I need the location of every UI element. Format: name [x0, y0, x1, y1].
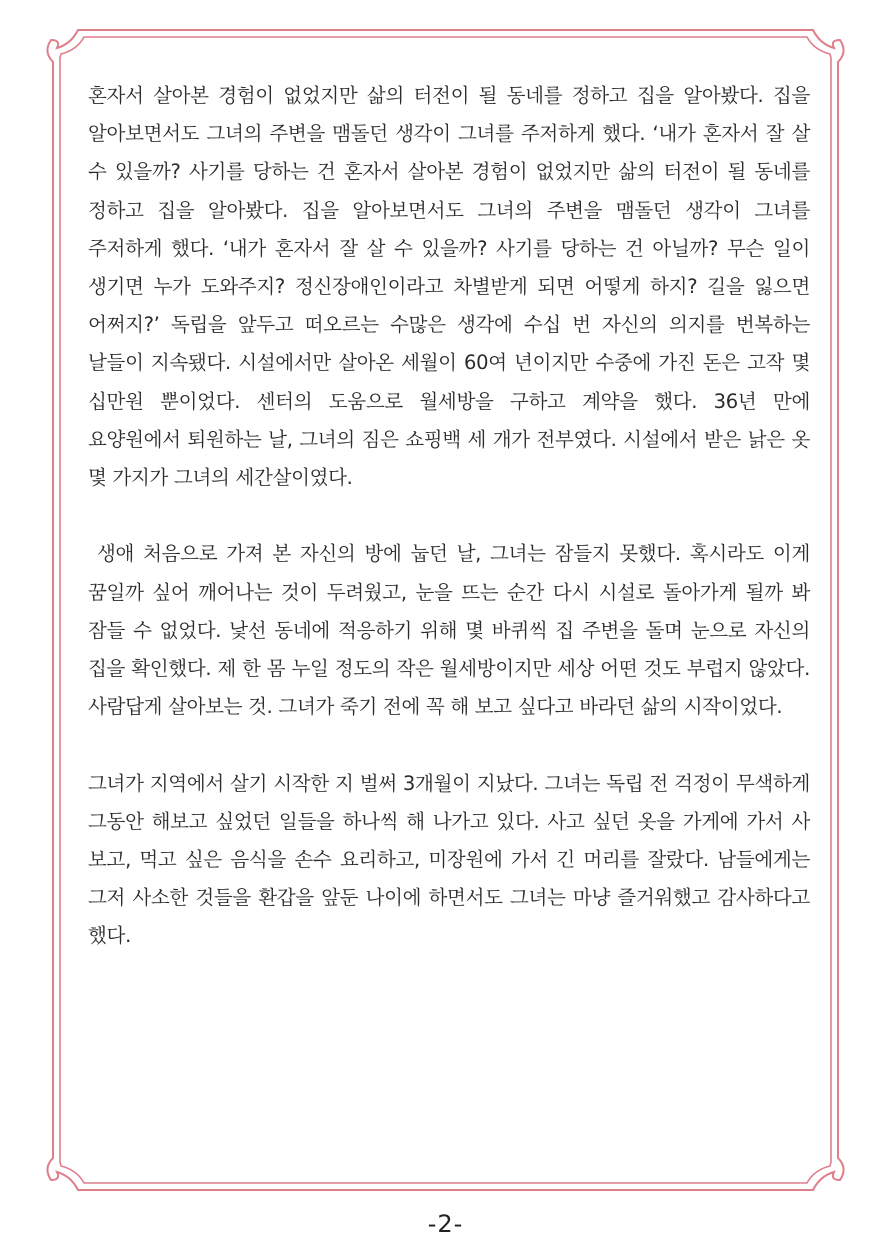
document-body [88, 77, 816, 956]
paragraph-3: 그녀가 지역에서 살기 시작한 지 벌써 3개월이 지났다. 그녀는 독립 전 걱정이 무색하게 그동안 해보고 싶었던 일들을 하나씩 해 나가고 있다. 사고 싶던 옷을 가게에 가서 사 보고, 먹고 싶은 음식을 손수 요리하고, 미장원에 가서 긴 머리를 잘랐다. 남들에게는 그저 사소한 것들을 환갑을 앞둔 나이에 하면서도 그녀는 마냥 즐거워했고 감사하다고 했다. [88, 771, 816, 948]
page-number: -2- [427, 1210, 464, 1238]
paragraph-1: 혼자서 살아본 경험이 없었지만 삶의 터전이 될 동네를 정하고 집을 알아봤다. 집을 알아보면서도 그녀의 주변을 맴돌던 생각이 그녀를 주저하게 했다. ‘내가 혼자서 잘 살 수 있을까? 사기를 당하는 건 혼자서 살아본 경험이 없었지만 삶의 터전이 될 동네를 정하고 집을 알아봤다. 집을 알아보면서도 그녀의 주변을 맴돌던 생각이 그녀를 주저하게 했다. ‘내가 혼자서 잘 살 수 있을까? 사기를 당하는 건 아닐까? 무슨 일이 생기면 누가 도와주지? 정신장애인이라고 차별받게 되면 어떻게 하지? 길을 잃으면 어쩌지?’ 독립을 앞두고 떠오르는 수많은 생각에 수십 번 자신의 의지를 번복하는 날들이 지속됐다. 시설에서만 살아온 세월이 60여 년이지만 수중에 가진 돈은 고작 몇 십만원 뿐이었다. 센터의 도움으로 월세방을 구하고 계약을 했다. 36년 만에 요양원에서 퇴원하는 날, 그녀의 짐은 쇼핑백 세 개가 전부였다. 시설에서 받은 낡은 옷 몇 가지가 그녀의 세간살이였다. [88, 84, 816, 490]
paragraph-2: 생애 처음으로 가져 본 자신의 방에 눕던 날, 그녀는 잠들지 못했다. 혹시라도 이게 꿈일까 싶어 깨어나는 것이 두려웠고, 눈을 뜨는 순간 다시 시설로 돌아가게 될까 봐 잠들 수 없었다. 낯선 동네에 적응하기 위해 몇 바퀴씩 집 주변을 돌며 눈으로 자신의 집을 확인했다. 제 한 몸 누일 정도의 작은 월세방이지만 세상 어떤 것도 부럽지 않았다. 사람답게 살아보는 것. 그녀가 죽기 전에 꼭 해 보고 싶다고 바라던 삶의 시작이었다. [88, 542, 816, 719]
